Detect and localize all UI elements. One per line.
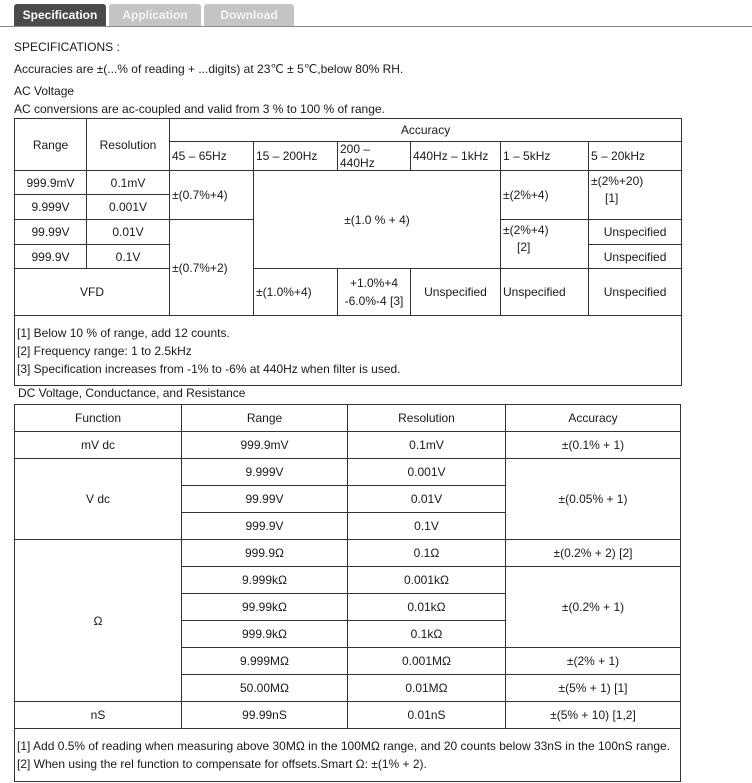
ac-vfd-value-line: -6.0%-4 [3] xyxy=(344,294,404,308)
ac-accuracy-mid: ±(1.0 % + 4) xyxy=(254,171,501,269)
ac-note-line: [2] Frequency range: 1 to 2.5kHz xyxy=(17,343,192,358)
ac-freq-header: 200 – 440Hz xyxy=(338,142,411,171)
dc-notes xyxy=(15,729,681,782)
tab-specification[interactable]: Specification xyxy=(14,4,106,26)
ac-conversion-note: AC conversions are ac-coupled and valid from 3 % to 100 % of range. xyxy=(14,102,385,116)
dc-note-line: [1] Add 0.5% of reading when measuring above 30MΩ in the 100MΩ range, and 20 counts below 33nS in the 100nS range. xyxy=(17,739,671,753)
ac-freq-header: 15 – 200Hz xyxy=(254,142,338,171)
dc-function-ns: nS xyxy=(15,702,182,729)
ac-accuracy-45-65hz-lower: ±(0.7%+2) xyxy=(170,220,254,316)
dc-resolution-cell: 0.001kΩ xyxy=(348,567,506,594)
ac-notes xyxy=(15,316,682,386)
ac-accuracy-1-5khz-upper: ±(2%+4) xyxy=(501,171,589,220)
ac-vfd-440hz-1khz: Unspecified xyxy=(411,269,501,316)
ac-vfd-value-line: +1.0%+4 xyxy=(349,276,399,290)
ac-header-resolution: Resolution xyxy=(87,119,170,171)
dc-range-cell: 99.99V xyxy=(182,486,348,513)
dc-range-cell: 999.9kΩ xyxy=(182,621,348,648)
ac-resolution-cell: 0.01V xyxy=(87,220,170,245)
dc-resolution-cell: 0.1kΩ xyxy=(348,621,506,648)
dc-accuracy-cell: ±(0.1% + 1) xyxy=(506,432,681,459)
ac-vfd-15-200hz: ±(1.0%+4) xyxy=(254,269,338,316)
dc-function-vdc: V dc xyxy=(15,459,182,540)
ac-resolution-cell: 0.001V xyxy=(87,195,170,220)
dc-range-cell: 999.9mV xyxy=(182,432,348,459)
dc-resolution-cell: 0.01kΩ xyxy=(348,594,506,621)
ac-note-line: [3] Specification increases from -1% to -6% at 440Hz when filter is used. xyxy=(17,361,401,376)
ac-freq-header: 440Hz – 1kHz xyxy=(411,142,501,171)
dc-accuracy-cell: ±(0.2% + 1) xyxy=(506,567,681,648)
tab-download[interactable]: Download xyxy=(204,4,294,26)
ac-note-line: [1] Below 10 % of range, add 12 counts. xyxy=(17,325,230,340)
dc-function-mv: mV dc xyxy=(15,432,182,459)
ac-resolution-cell: 0.1mV xyxy=(87,171,170,195)
dc-resolution-cell: 0.1Ω xyxy=(348,540,506,567)
dc-resolution-cell: 0.1V xyxy=(348,513,506,540)
tab-bar xyxy=(0,0,752,28)
dc-range-cell: 999.9Ω xyxy=(182,540,348,567)
dc-resistance-table xyxy=(14,404,681,782)
dc-accuracy-cell: ±(0.05% + 1) xyxy=(506,459,681,540)
dc-header-function: Function xyxy=(15,405,182,432)
dc-resolution-cell: 0.01MΩ xyxy=(348,675,506,702)
ac-freq-header: 45 – 65Hz xyxy=(170,142,254,171)
dc-range-cell: 99.99nS xyxy=(182,702,348,729)
dc-resolution-cell: 0.1mV xyxy=(348,432,506,459)
tab-underline xyxy=(0,26,752,27)
ac-accuracy-value: ±(2%+4) xyxy=(503,223,549,237)
spec-heading: SPECIFICATIONS : xyxy=(14,40,120,54)
dc-section-title: DC Voltage, Conductance, and Resistance xyxy=(18,386,246,400)
dc-accuracy-cell: ±(5% + 1) [1] xyxy=(506,675,681,702)
ac-freq-header: 1 – 5kHz xyxy=(501,142,589,171)
dc-range-cell: 9.999V xyxy=(182,459,348,486)
dc-range-cell: 999.9V xyxy=(182,513,348,540)
tab-application[interactable]: Application xyxy=(109,4,201,26)
ac-resolution-cell: 0.1V xyxy=(87,245,170,269)
ac-vfd-label: VFD xyxy=(15,269,170,316)
ac-voltage-title: AC Voltage xyxy=(14,84,75,98)
ac-header-accuracy: Accuracy xyxy=(170,119,682,142)
dc-note-line: [2] When using the rel function to compensate for offsets.Smart Ω: ±(1% + 2). xyxy=(17,757,427,771)
ac-range-cell: 999.9V xyxy=(15,245,87,269)
dc-resolution-cell: 0.01nS xyxy=(348,702,506,729)
ac-freq-header: 5 – 20kHz xyxy=(589,142,682,171)
dc-accuracy-cell: ±(0.2% + 2) [2] xyxy=(506,540,681,567)
ac-range-cell: 999.9mV xyxy=(15,171,87,195)
dc-header-resolution: Resolution xyxy=(348,405,506,432)
ac-accuracy-value: ±(2%+20) xyxy=(591,174,644,188)
dc-resolution-cell: 0.001V xyxy=(348,459,506,486)
dc-accuracy-cell: ±(5% + 10) [1,2] xyxy=(506,702,681,729)
ac-voltage-table xyxy=(14,118,682,386)
ac-range-cell: 9.999V xyxy=(15,195,87,220)
dc-function-ohm: Ω xyxy=(15,540,182,702)
ac-vfd-5-20khz: Unspecified xyxy=(589,269,682,316)
ac-vfd-200-440hz xyxy=(338,269,411,316)
ac-range-cell: 99.99V xyxy=(15,220,87,245)
ac-footnote-ref: [2] xyxy=(517,240,531,254)
ac-footnote-ref: [1] xyxy=(605,191,619,205)
ac-accuracy-1-5khz-mid xyxy=(501,220,589,269)
accuracy-note: Accuracies are ±(...% of reading + ...digits) at 23℃ ± 5℃,below 80% RH. xyxy=(14,62,404,76)
dc-range-cell: 99.99kΩ xyxy=(182,594,348,621)
dc-range-cell: 50.00MΩ xyxy=(182,675,348,702)
dc-header-range: Range xyxy=(182,405,348,432)
dc-range-cell: 9.999kΩ xyxy=(182,567,348,594)
ac-accuracy-5-20khz-r1 xyxy=(589,171,682,220)
ac-accuracy-45-65hz-upper: ±(0.7%+4) xyxy=(170,171,254,220)
dc-range-cell: 9.999MΩ xyxy=(182,648,348,675)
ac-header-range: Range xyxy=(15,119,87,171)
dc-resolution-cell: 0.01V xyxy=(348,486,506,513)
dc-resolution-cell: 0.001MΩ xyxy=(348,648,506,675)
ac-accuracy-5-20khz-r4: Unspecified xyxy=(589,245,682,269)
ac-vfd-1-5khz: Unspecified xyxy=(501,269,589,316)
dc-header-accuracy: Accuracy xyxy=(506,405,681,432)
ac-accuracy-5-20khz-r3: Unspecified xyxy=(589,220,682,245)
dc-accuracy-cell: ±(2% + 1) xyxy=(506,648,681,675)
